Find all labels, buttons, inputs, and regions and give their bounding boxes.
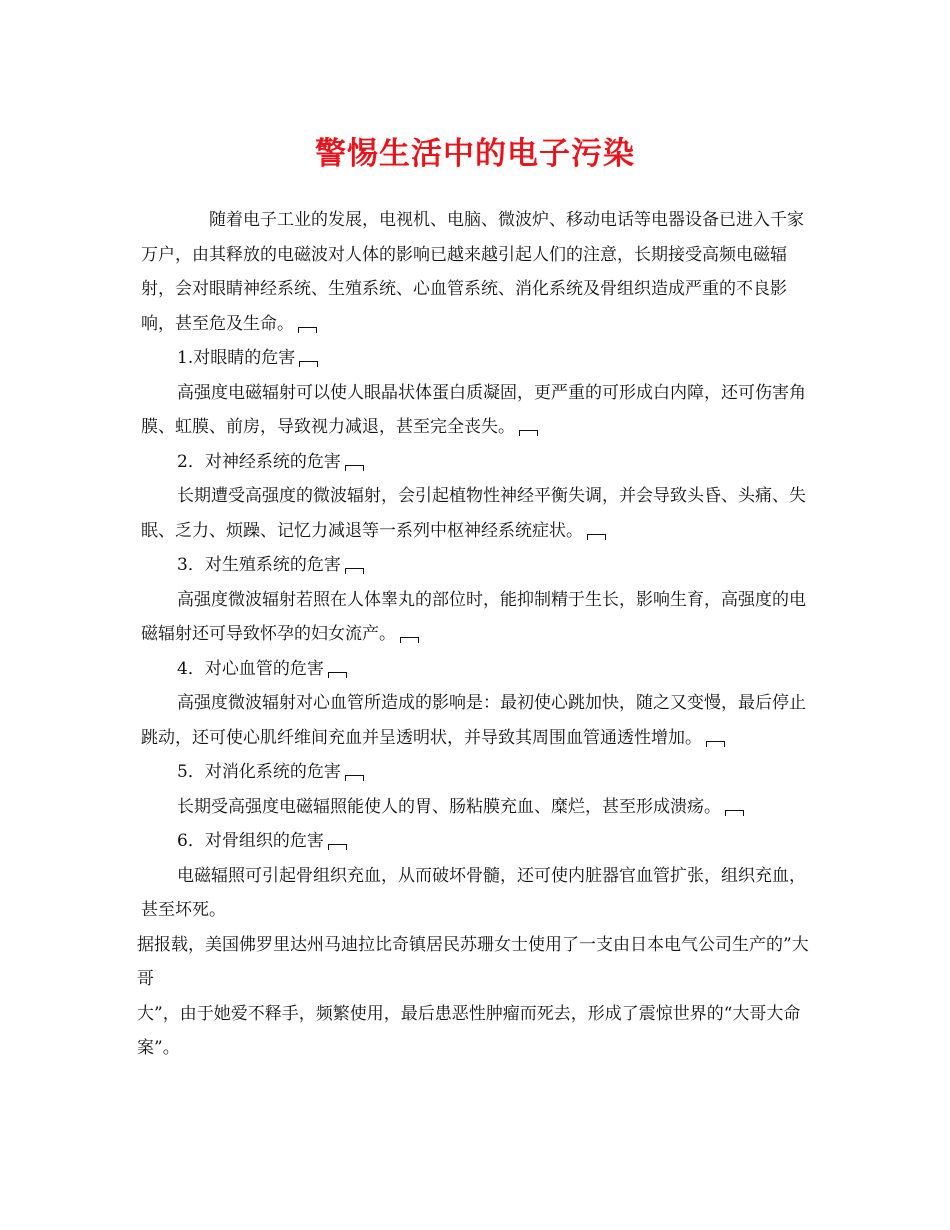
section-body-text: 电磁辐照可引起骨组织充血，从而破坏骨髓，还可使内脏器官血管扩张，组织充血，甚至坏死。	[141, 865, 806, 920]
paragraph-mark-icon	[400, 637, 419, 643]
paragraph-mark-icon	[345, 775, 364, 781]
section-body-reproductive	[141, 583, 813, 652]
paragraph-mark-icon	[345, 568, 364, 574]
section-heading-cardiovascular	[141, 652, 813, 687]
section-body-nervous	[141, 479, 813, 548]
section-body-cardiovascular	[141, 686, 813, 755]
paragraph-mark-icon	[345, 465, 364, 471]
closing-line-2: 大”，由于她爱不释手，频繁使用，最后患恶性肿瘤而死去，形成了震惊世界的“大哥大命案”。	[137, 1003, 801, 1058]
section-heading-text: 5．对消化系统的危害	[177, 762, 341, 782]
section-body-text: 高强度电磁辐射可以使人眼晶状体蛋白质凝固，更严重的可形成白内障，还可伤害角膜、虹膜、前房，导致视力减退，甚至完全丧失。	[141, 382, 806, 437]
section-heading-reproductive	[141, 548, 813, 583]
section-heading-text: 3．对生殖系统的危害	[177, 555, 341, 575]
section-heading-text: 4．对心血管的危害	[177, 658, 324, 679]
section-heading-nervous	[141, 445, 813, 480]
section-body-bone	[141, 859, 813, 928]
section-heading-bone	[141, 824, 813, 859]
section-body-text: 长期受高强度电磁辐照能使人的胃、肠粘膜充血、糜烂，甚至形成溃疡。	[177, 796, 721, 817]
paragraph-mark-icon	[299, 361, 318, 367]
section-body-text: 高强度微波辐射对心血管所造成的影响是：最初使心跳加快，随之又变慢，最后停止跳动，还可使心肌纤维间充血并呈透明状，并导致其周围血管通透性增加。	[141, 693, 806, 748]
intro-text: 随着电子工业的发展，电视机、电脑、微波炉、移动电话等电器设备已进入千家万户，由其释放的电磁波对人体的影响已越来越引起人们的注意，长期接受高频电磁辐射，会对眼睛神经系统、生殖系统、心血管系统、消化系统及骨组织造成严重的不良影响，甚至危及生命。	[141, 210, 804, 334]
paragraph-mark-icon	[519, 430, 538, 436]
paragraph-mark-icon	[298, 327, 317, 333]
section-heading-digestive	[141, 755, 813, 790]
section-heading-text: 6．对骨组织的危害	[177, 831, 324, 851]
section-heading-eyes	[141, 341, 813, 376]
paragraph-mark-icon	[328, 844, 347, 850]
section-heading-text: 1.对眼睛的危害	[177, 348, 296, 368]
paragraph-mark-icon	[328, 672, 347, 678]
document-title: 警惕生活中的电子污染	[315, 136, 635, 172]
intro-paragraph	[141, 203, 813, 341]
section-body-text: 长期遭受高强度的微波辐射，会引起植物性神经平衡失调，并会导致头昏、头痛、失眠、乏力、烦躁、记忆力减退等一系列中枢神经系统症状。	[141, 486, 806, 541]
section-body-eyes	[141, 376, 813, 445]
paragraph-mark-icon	[587, 534, 606, 540]
section-body-text: 高强度微波辐射若照在人体睾丸的部位时，能抑制精于生长，影响生育，高强度的电磁辐射还可导致怀孕的妇女流产。	[141, 589, 806, 644]
closing-line-1: 据报载，美国佛罗里达州马迪拉比奇镇居民苏珊女士使用了一支由日本电气公司生产的”大哥	[137, 934, 809, 989]
paragraph-mark-icon	[706, 741, 725, 747]
paragraph-mark-icon	[725, 810, 744, 816]
section-heading-text: 2．对神经系统的危害	[177, 451, 341, 472]
section-body-digestive	[141, 790, 813, 825]
document-body	[137, 203, 813, 1066]
